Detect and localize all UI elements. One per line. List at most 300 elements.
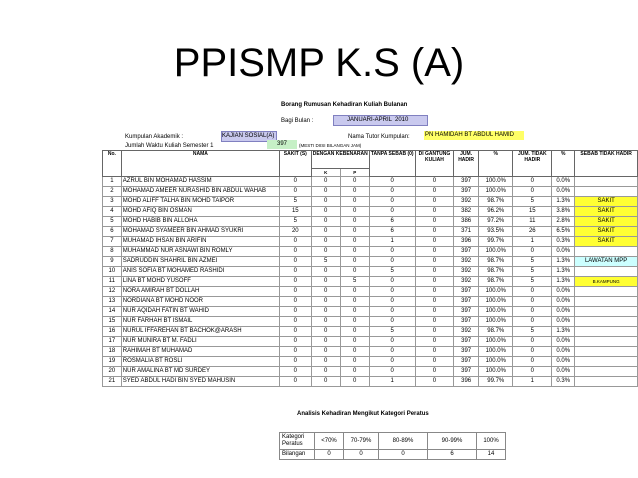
cell-kebenaran-k: 0 bbox=[311, 197, 340, 207]
header-nama: NAMA bbox=[121, 151, 279, 177]
cell-jum-hadir: 397 bbox=[454, 177, 479, 187]
cell-jum-tidak-hadir: 5 bbox=[513, 277, 552, 287]
cell-jum-tidak-hadir: 0 bbox=[513, 357, 552, 367]
cell-kebenaran-k: 0 bbox=[311, 187, 340, 197]
table-row bbox=[103, 307, 638, 317]
cell-jum-hadir: 386 bbox=[454, 217, 479, 227]
header-sakit: SAKIT (S) bbox=[279, 151, 311, 177]
table-row bbox=[103, 247, 638, 257]
cell-pct2: 0.3% bbox=[552, 377, 575, 387]
cell-kebenaran-k: 0 bbox=[311, 317, 340, 327]
cell-pct2: 0.0% bbox=[552, 247, 575, 257]
summary-category-row bbox=[280, 433, 506, 450]
cell-sebab: LAWATAN MPP bbox=[575, 257, 638, 267]
cell-nama: MOHAMAD AMEER NURASHID BIN ABDUL WAHAB bbox=[121, 187, 279, 197]
cell-nama: ROSMALIA BT ROSLI bbox=[121, 357, 279, 367]
cell-nama: NORDIANA BT MOHD NOOR bbox=[121, 297, 279, 307]
cell-tanpa-sebab: 6 bbox=[369, 227, 415, 237]
cell-pct: 100.0% bbox=[479, 297, 513, 307]
cell-sebab bbox=[575, 317, 638, 327]
cell-jum-tidak-hadir: 0 bbox=[513, 177, 552, 187]
cell-no: 7 bbox=[103, 237, 122, 247]
cell-jum-tidak-hadir: 0 bbox=[513, 367, 552, 377]
cell-tanpa-sebab: 0 bbox=[369, 187, 415, 197]
cell-nama: LINA BT MOHD YUSOFF bbox=[121, 277, 279, 287]
cell-nama: MOHD HABIB BIN ALLOHA bbox=[121, 217, 279, 227]
cell-sakit: 0 bbox=[279, 347, 311, 357]
cell-pct2: 2.8% bbox=[552, 217, 575, 227]
summary-category: 70-79% bbox=[344, 433, 379, 450]
cell-sakit: 0 bbox=[279, 337, 311, 347]
cell-sakit: 0 bbox=[279, 277, 311, 287]
cell-pct: 100.0% bbox=[479, 247, 513, 257]
cell-sebab bbox=[575, 247, 638, 257]
cell-jum-tidak-hadir: 5 bbox=[513, 197, 552, 207]
cell-pct2: 3.8% bbox=[552, 207, 575, 217]
cell-nama: NORA AMIRAH BT DOLLAH bbox=[121, 287, 279, 297]
cell-sakit: 0 bbox=[279, 247, 311, 257]
cell-pct: 99.7% bbox=[479, 237, 513, 247]
cell-kebenaran-p: 0 bbox=[340, 197, 369, 207]
cell-kebenaran-k: 0 bbox=[311, 377, 340, 387]
cell-no: 5 bbox=[103, 217, 122, 227]
group-label: Kumpulan Akademik : bbox=[125, 134, 184, 140]
cell-sakit: 0 bbox=[279, 327, 311, 337]
cell-tanpa-sebab: 0 bbox=[369, 307, 415, 317]
cell-kebenaran-k: 0 bbox=[311, 367, 340, 377]
cell-sakit: 20 bbox=[279, 227, 311, 237]
cell-sakit: 5 bbox=[279, 197, 311, 207]
cell-jum-tidak-hadir: 0 bbox=[513, 297, 552, 307]
cell-pct2: 1.3% bbox=[552, 327, 575, 337]
table-row bbox=[103, 237, 638, 247]
year-value: 2010 bbox=[395, 117, 409, 123]
cell-jum-hadir: 396 bbox=[454, 377, 479, 387]
tutor-value: PN HAMIDAH BT ABDUL HAMID bbox=[425, 132, 515, 138]
cell-tanpa-sebab: 0 bbox=[369, 337, 415, 347]
cell-jum-hadir: 396 bbox=[454, 237, 479, 247]
subheader-k: K bbox=[311, 169, 340, 177]
cell-kebenaran-k: 5 bbox=[311, 257, 340, 267]
cell-nama: MOHAMAD SYAMEER BIN AHMAD SYUKRI bbox=[121, 227, 279, 237]
cell-no: 6 bbox=[103, 227, 122, 237]
cell-digantung: 0 bbox=[415, 377, 453, 387]
cell-sebab bbox=[575, 357, 638, 367]
cell-digantung: 0 bbox=[415, 367, 453, 377]
table-row bbox=[103, 367, 638, 377]
cell-digantung: 0 bbox=[415, 337, 453, 347]
subheader-p: P bbox=[340, 169, 369, 177]
cell-tanpa-sebab: 0 bbox=[369, 207, 415, 217]
cell-sakit: 0 bbox=[279, 237, 311, 247]
cell-digantung: 0 bbox=[415, 247, 453, 257]
cell-kebenaran-k: 0 bbox=[311, 277, 340, 287]
cell-pct: 97.2% bbox=[479, 217, 513, 227]
cell-kebenaran-k: 0 bbox=[311, 287, 340, 297]
cell-pct: 96.2% bbox=[479, 207, 513, 217]
cell-pct2: 0.0% bbox=[552, 367, 575, 377]
table-row bbox=[103, 287, 638, 297]
cell-nama: NUR MUNIRA BT M. FADLI bbox=[121, 337, 279, 347]
cell-digantung: 0 bbox=[415, 237, 453, 247]
cell-jum-hadir: 392 bbox=[454, 327, 479, 337]
header-jum-tidak-hadir: JUM. TIDAK HADIR bbox=[513, 151, 552, 177]
cell-kebenaran-p: 5 bbox=[340, 277, 369, 287]
cell-jum-tidak-hadir: 0 bbox=[513, 247, 552, 257]
cell-kebenaran-k: 0 bbox=[311, 177, 340, 187]
cell-tanpa-sebab: 1 bbox=[369, 377, 415, 387]
cell-pct2: 0.0% bbox=[552, 347, 575, 357]
cell-pct: 100.0% bbox=[479, 307, 513, 317]
cell-tanpa-sebab: 0 bbox=[369, 257, 415, 267]
cell-digantung: 0 bbox=[415, 357, 453, 367]
cell-digantung: 0 bbox=[415, 207, 453, 217]
cell-pct2: 1.3% bbox=[552, 267, 575, 277]
cell-kebenaran-k: 0 bbox=[311, 327, 340, 337]
month-field[interactable] bbox=[333, 115, 428, 126]
cell-sakit: 0 bbox=[279, 177, 311, 187]
cell-kebenaran-k: 0 bbox=[311, 217, 340, 227]
cell-pct: 100.0% bbox=[479, 357, 513, 367]
cell-sebab: SAKIT bbox=[575, 237, 638, 247]
cell-sakit: 0 bbox=[279, 297, 311, 307]
header-jum-hadir: JUM. HADIR bbox=[454, 151, 479, 177]
cell-nama: MUHAMMAD NUR ASNAWI BIN ROMLY bbox=[121, 247, 279, 257]
cell-jum-tidak-hadir: 5 bbox=[513, 257, 552, 267]
header-tanpa-sebab: TANPA SEBAB (0) bbox=[369, 151, 415, 177]
cell-no: 12 bbox=[103, 287, 122, 297]
cell-sebab bbox=[575, 347, 638, 357]
cell-jum-tidak-hadir: 5 bbox=[513, 267, 552, 277]
cell-digantung: 0 bbox=[415, 317, 453, 327]
cell-no: 4 bbox=[103, 207, 122, 217]
cell-pct2: 1.3% bbox=[552, 197, 575, 207]
cell-jum-tidak-hadir: 15 bbox=[513, 207, 552, 217]
cell-kebenaran-p: 0 bbox=[340, 287, 369, 297]
cell-sebab bbox=[575, 287, 638, 297]
table-row bbox=[103, 227, 638, 237]
cell-jum-hadir: 397 bbox=[454, 367, 479, 377]
weeks-field[interactable] bbox=[267, 140, 297, 149]
page-title: PPISMP K.S (A) bbox=[173, 41, 465, 85]
cell-jum-hadir: 397 bbox=[454, 317, 479, 327]
cell-pct: 100.0% bbox=[479, 187, 513, 197]
summary-category: 100% bbox=[477, 433, 506, 450]
cell-no: 17 bbox=[103, 337, 122, 347]
cell-jum-hadir: 397 bbox=[454, 247, 479, 257]
cell-sakit: 0 bbox=[279, 307, 311, 317]
summary-category: <70% bbox=[315, 433, 344, 450]
cell-nama: SYED ABDUL HADI BIN SYED MAHUSIN bbox=[121, 377, 279, 387]
cell-jum-hadir: 397 bbox=[454, 337, 479, 347]
cell-sakit: 0 bbox=[279, 187, 311, 197]
cell-digantung: 0 bbox=[415, 277, 453, 287]
cell-sebab bbox=[575, 327, 638, 337]
cell-sebab: B.KAMPUNG bbox=[575, 277, 638, 287]
cell-pct2: 6.5% bbox=[552, 227, 575, 237]
cell-jum-hadir: 382 bbox=[454, 207, 479, 217]
cell-sakit: 0 bbox=[279, 367, 311, 377]
cell-kebenaran-k: 0 bbox=[311, 297, 340, 307]
cell-jum-hadir: 397 bbox=[454, 297, 479, 307]
cell-kebenaran-p: 0 bbox=[340, 267, 369, 277]
attendance-table bbox=[102, 150, 638, 387]
cell-tanpa-sebab: 0 bbox=[369, 287, 415, 297]
cell-kebenaran-p: 0 bbox=[340, 357, 369, 367]
header-no: No. bbox=[103, 151, 122, 177]
cell-jum-hadir: 397 bbox=[454, 357, 479, 367]
table-row bbox=[103, 187, 638, 197]
cell-pct2: 0.0% bbox=[552, 297, 575, 307]
cell-jum-hadir: 397 bbox=[454, 307, 479, 317]
cell-nama: RAHIMAH BT MUHAMAD bbox=[121, 347, 279, 357]
cell-kebenaran-p: 0 bbox=[340, 307, 369, 317]
header-pct: % bbox=[479, 151, 513, 177]
table-row bbox=[103, 257, 638, 267]
cell-no: 15 bbox=[103, 317, 122, 327]
month-label: Bagi Bulan : bbox=[281, 118, 314, 124]
cell-digantung: 0 bbox=[415, 257, 453, 267]
table-row bbox=[103, 327, 638, 337]
summary-heading: Analisis Kehadiran Mengikut Kategori Peratus bbox=[297, 411, 429, 417]
cell-tanpa-sebab: 6 bbox=[369, 217, 415, 227]
cell-digantung: 0 bbox=[415, 217, 453, 227]
cell-kebenaran-p: 0 bbox=[340, 377, 369, 387]
header-pct2: % bbox=[552, 151, 575, 177]
cell-no: 19 bbox=[103, 357, 122, 367]
cell-jum-hadir: 392 bbox=[454, 197, 479, 207]
cell-sebab bbox=[575, 337, 638, 347]
cell-pct: 98.7% bbox=[479, 197, 513, 207]
cell-jum-hadir: 397 bbox=[454, 287, 479, 297]
cell-kebenaran-p: 0 bbox=[340, 367, 369, 377]
cell-sebab bbox=[575, 177, 638, 187]
cell-pct: 98.7% bbox=[479, 277, 513, 287]
summary-count: 6 bbox=[428, 450, 477, 460]
cell-digantung: 0 bbox=[415, 197, 453, 207]
cell-digantung: 0 bbox=[415, 287, 453, 297]
cell-nama: AZRUL BIN MOHAMAD HASSIM bbox=[121, 177, 279, 187]
cell-no: 2 bbox=[103, 187, 122, 197]
cell-jum-hadir: 392 bbox=[454, 277, 479, 287]
cell-jum-tidak-hadir: 0 bbox=[513, 337, 552, 347]
cell-no: 14 bbox=[103, 307, 122, 317]
cell-pct: 98.7% bbox=[479, 257, 513, 267]
cell-digantung: 0 bbox=[415, 177, 453, 187]
group-value: KAJIAN SOSIAL(A) bbox=[222, 133, 275, 139]
cell-sebab bbox=[575, 377, 638, 387]
table-row bbox=[103, 277, 638, 287]
cell-kebenaran-p: 0 bbox=[340, 317, 369, 327]
cell-pct2: 0.0% bbox=[552, 177, 575, 187]
table-row bbox=[103, 217, 638, 227]
cell-no: 10 bbox=[103, 267, 122, 277]
cell-kebenaran-p: 0 bbox=[340, 327, 369, 337]
cell-digantung: 0 bbox=[415, 307, 453, 317]
cell-sakit: 0 bbox=[279, 317, 311, 327]
header-kebenaran: DENGAN KEBENARAN bbox=[311, 151, 369, 169]
cell-jum-tidak-hadir: 5 bbox=[513, 327, 552, 337]
cell-sebab: SAKIT bbox=[575, 197, 638, 207]
cell-tanpa-sebab: 0 bbox=[369, 297, 415, 307]
cell-tanpa-sebab: 0 bbox=[369, 277, 415, 287]
cell-kebenaran-k: 0 bbox=[311, 357, 340, 367]
cell-sakit: 0 bbox=[279, 267, 311, 277]
cell-pct: 100.0% bbox=[479, 177, 513, 187]
cell-pct: 100.0% bbox=[479, 347, 513, 357]
cell-sakit: 0 bbox=[279, 377, 311, 387]
cell-pct2: 0.0% bbox=[552, 307, 575, 317]
cell-digantung: 0 bbox=[415, 267, 453, 277]
cell-pct: 93.5% bbox=[479, 227, 513, 237]
table-row bbox=[103, 347, 638, 357]
cell-pct: 100.0% bbox=[479, 317, 513, 327]
form-heading: Borang Rumusan Kehadiran Kuliah Bulanan bbox=[281, 102, 408, 108]
cell-nama: NURUL IFFAREHAN BT BACHOK@ARASH bbox=[121, 327, 279, 337]
table-row bbox=[103, 197, 638, 207]
cell-pct: 100.0% bbox=[479, 337, 513, 347]
cell-sakit: 0 bbox=[279, 287, 311, 297]
cell-nama: NUR AMALINA BT MD SURDEY bbox=[121, 367, 279, 377]
cell-jum-hadir: 397 bbox=[454, 347, 479, 357]
cell-sebab bbox=[575, 367, 638, 377]
cell-sebab bbox=[575, 187, 638, 197]
cell-sebab: SAKIT bbox=[575, 227, 638, 237]
cell-digantung: 0 bbox=[415, 347, 453, 357]
cell-sakit: 0 bbox=[279, 257, 311, 267]
cell-no: 18 bbox=[103, 347, 122, 357]
cell-jum-hadir: 371 bbox=[454, 227, 479, 237]
cell-sebab bbox=[575, 267, 638, 277]
cell-pct2: 1.3% bbox=[552, 257, 575, 267]
cell-digantung: 0 bbox=[415, 227, 453, 237]
cell-sakit: 5 bbox=[279, 217, 311, 227]
table-row bbox=[103, 267, 638, 277]
cell-no: 20 bbox=[103, 367, 122, 377]
summary-category: 80-89% bbox=[379, 433, 428, 450]
cell-tanpa-sebab: 0 bbox=[369, 197, 415, 207]
cell-kebenaran-p: 0 bbox=[340, 347, 369, 357]
cell-tanpa-sebab: 5 bbox=[369, 267, 415, 277]
cell-jum-tidak-hadir: 26 bbox=[513, 227, 552, 237]
tutor-label: Nama Tutor Kumpulan: bbox=[348, 134, 410, 140]
tutor-field[interactable] bbox=[424, 131, 524, 140]
cell-kebenaran-p: 0 bbox=[340, 207, 369, 217]
cell-digantung: 0 bbox=[415, 297, 453, 307]
cell-no: 11 bbox=[103, 277, 122, 287]
cell-jum-tidak-hadir: 1 bbox=[513, 237, 552, 247]
cell-sakit: 15 bbox=[279, 207, 311, 217]
cell-sebab bbox=[575, 307, 638, 317]
cell-kebenaran-k: 0 bbox=[311, 267, 340, 277]
attendance-body bbox=[103, 177, 638, 387]
table-row bbox=[103, 177, 638, 187]
cell-kebenaran-k: 0 bbox=[311, 337, 340, 347]
cell-nama: MOHD ALIFF TALHA BIN MOHD TAIPOR bbox=[121, 197, 279, 207]
summary-table bbox=[279, 432, 506, 460]
cell-tanpa-sebab: 5 bbox=[369, 327, 415, 337]
cell-jum-tidak-hadir: 0 bbox=[513, 317, 552, 327]
table-row bbox=[103, 297, 638, 307]
cell-no: 9 bbox=[103, 257, 122, 267]
cell-jum-hadir: 397 bbox=[454, 187, 479, 197]
cell-nama: ANIS SOFIA BT MOHAMED RASHIDI bbox=[121, 267, 279, 277]
cell-digantung: 0 bbox=[415, 187, 453, 197]
cell-no: 1 bbox=[103, 177, 122, 187]
cell-pct2: 0.0% bbox=[552, 287, 575, 297]
cell-kebenaran-k: 0 bbox=[311, 207, 340, 217]
weeks-label: Jumlah Waktu Kuliah Semester 1 bbox=[125, 143, 214, 149]
cell-digantung: 0 bbox=[415, 327, 453, 337]
cell-pct: 99.7% bbox=[479, 377, 513, 387]
table-row bbox=[103, 337, 638, 347]
cell-nama: MUHAMAD IHSAN BIN ARIFIN bbox=[121, 237, 279, 247]
cell-nama: SADRUDDIN SHAHRIL BIN AZMEI bbox=[121, 257, 279, 267]
cell-tanpa-sebab: 0 bbox=[369, 247, 415, 257]
cell-kebenaran-p: 0 bbox=[340, 257, 369, 267]
cell-tanpa-sebab: 0 bbox=[369, 367, 415, 377]
summary-count-row bbox=[280, 450, 506, 460]
weeks-value: 397 bbox=[276, 141, 287, 147]
cell-kebenaran-p: 0 bbox=[340, 187, 369, 197]
cell-kebenaran-p: 0 bbox=[340, 227, 369, 237]
table-row bbox=[103, 207, 638, 217]
table-row bbox=[103, 357, 638, 367]
summary-count: 0 bbox=[315, 450, 344, 460]
cell-pct: 100.0% bbox=[479, 287, 513, 297]
cell-no: 8 bbox=[103, 247, 122, 257]
cell-jum-tidak-hadir: 0 bbox=[513, 287, 552, 297]
cell-kebenaran-p: 0 bbox=[340, 217, 369, 227]
summary-count: 14 bbox=[477, 450, 506, 460]
cell-pct: 100.0% bbox=[479, 367, 513, 377]
weeks-note: (MESTI DIISI BILANGAN JAM) bbox=[299, 143, 362, 148]
cell-no: 16 bbox=[103, 327, 122, 337]
summary-kategori-label: Kategori Peratus bbox=[280, 433, 315, 450]
cell-tanpa-sebab: 0 bbox=[369, 357, 415, 367]
table-header-row bbox=[103, 151, 638, 169]
header-sebab-tidak-hadir: SEBAB TIDAK HADIR bbox=[575, 151, 638, 177]
month-value: JANUARI-APRIL bbox=[347, 117, 393, 123]
cell-kebenaran-p: 0 bbox=[340, 237, 369, 247]
cell-nama: NUR FARHAH BT ISMAIL bbox=[121, 317, 279, 327]
cell-kebenaran-p: 0 bbox=[340, 247, 369, 257]
summary-count: 0 bbox=[344, 450, 379, 460]
cell-kebenaran-k: 0 bbox=[311, 307, 340, 317]
cell-kebenaran-k: 0 bbox=[311, 347, 340, 357]
cell-no: 21 bbox=[103, 377, 122, 387]
cell-kebenaran-k: 0 bbox=[311, 227, 340, 237]
table-row bbox=[103, 317, 638, 327]
cell-pct2: 0.0% bbox=[552, 337, 575, 347]
cell-jum-hadir: 392 bbox=[454, 267, 479, 277]
cell-sebab: SAKIT bbox=[575, 207, 638, 217]
summary-bilangan-label: Bilangan bbox=[280, 450, 315, 460]
cell-kebenaran-p: 0 bbox=[340, 337, 369, 347]
header-digantung: DI GANTUNG KULIAH bbox=[415, 151, 453, 177]
cell-kebenaran-p: 0 bbox=[340, 177, 369, 187]
cell-jum-tidak-hadir: 0 bbox=[513, 347, 552, 357]
cell-pct: 98.7% bbox=[479, 327, 513, 337]
cell-jum-hadir: 392 bbox=[454, 257, 479, 267]
cell-pct2: 0.3% bbox=[552, 237, 575, 247]
summary-category: 90-99% bbox=[428, 433, 477, 450]
cell-kebenaran-k: 0 bbox=[311, 247, 340, 257]
cell-nama: MOHD AFIQ BIN OSMAN bbox=[121, 207, 279, 217]
summary-count: 0 bbox=[379, 450, 428, 460]
cell-pct2: 0.0% bbox=[552, 317, 575, 327]
cell-no: 13 bbox=[103, 297, 122, 307]
